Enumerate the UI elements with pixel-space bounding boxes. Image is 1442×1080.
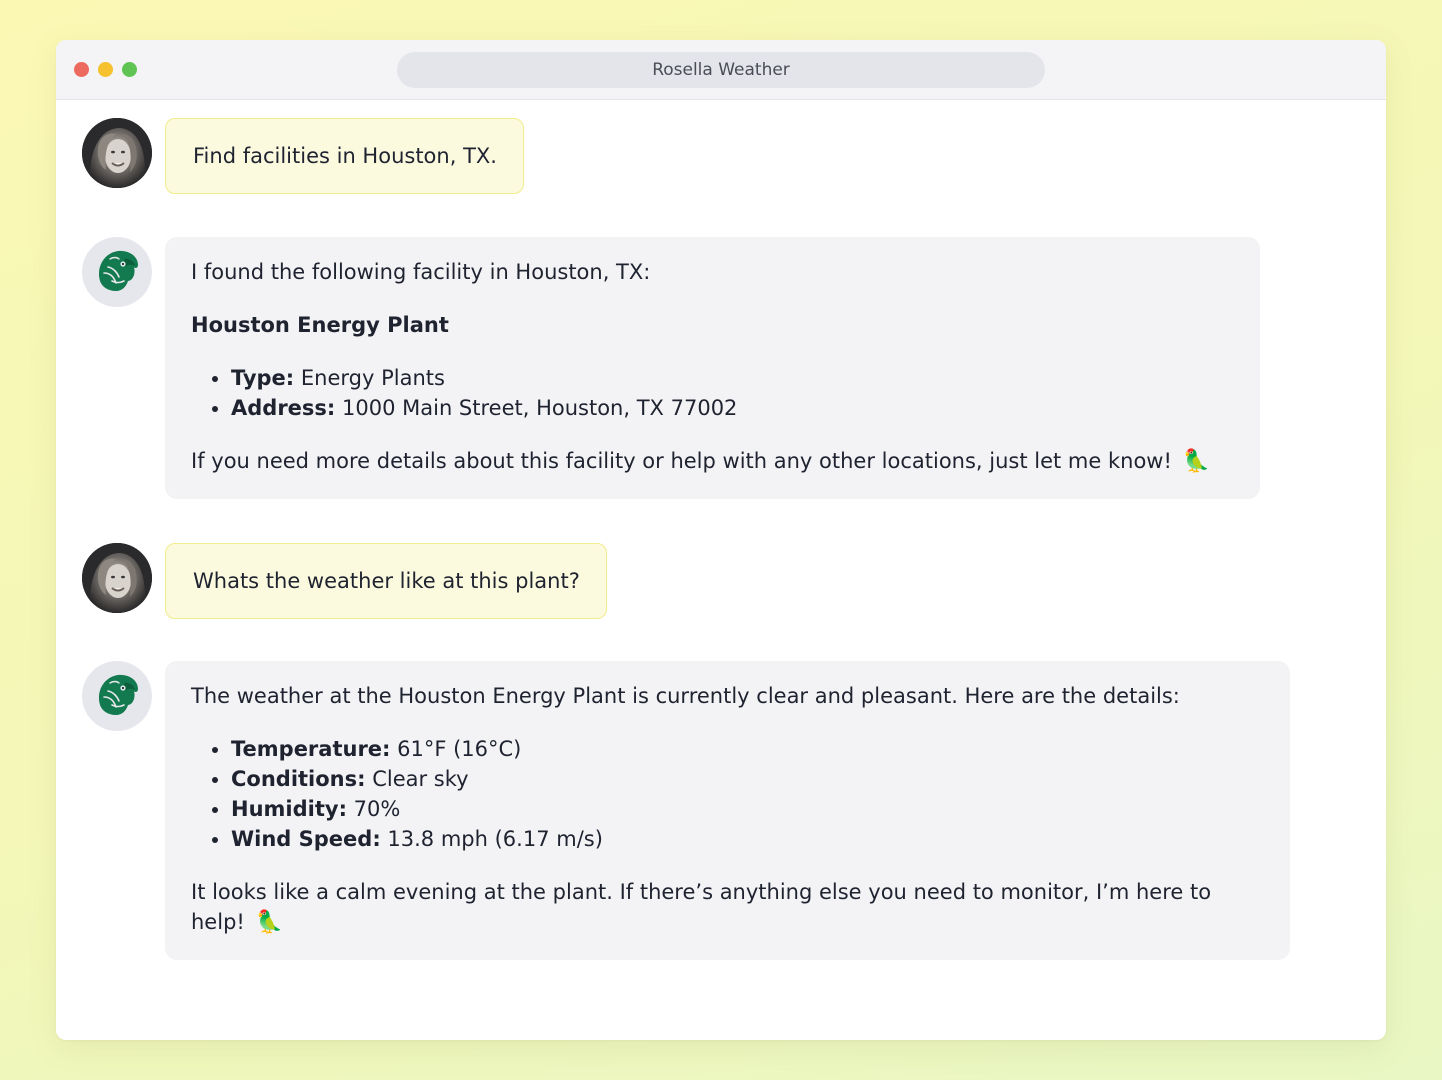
browser-window (56, 40, 1386, 1040)
user-photo-icon (82, 543, 152, 613)
user-photo-icon (82, 118, 152, 188)
message-outro (191, 877, 1264, 938)
window-titlebar (56, 40, 1386, 100)
close-window-button[interactable] (74, 62, 89, 77)
detail-label: Conditions: (231, 767, 366, 791)
detail-value: 70% (346, 797, 401, 821)
parrot-avatar-icon (82, 237, 152, 307)
outro-text: If you need more details about this facility or help with any other locations, just let me know! (191, 449, 1172, 473)
detail-value: 1000 Main Street, Houston, TX 77002 (335, 396, 738, 420)
minimize-window-button[interactable] (98, 62, 113, 77)
bot-avatar (82, 661, 152, 731)
detail-value: Energy Plants (294, 366, 445, 390)
user-message-bubble (165, 118, 524, 194)
weather-details-list (191, 734, 1264, 854)
list-item (231, 824, 1264, 854)
detail-value: Clear sky (365, 767, 469, 791)
message-outro (191, 446, 1234, 477)
assistant-message-bubble (165, 661, 1290, 960)
detail-label: Humidity: (231, 797, 347, 821)
list-item (231, 794, 1264, 824)
address-bar[interactable]: Rosella Weather (397, 52, 1045, 88)
maximize-window-button[interactable] (122, 62, 137, 77)
detail-label: Type: (231, 366, 295, 390)
detail-label: Temperature: (231, 737, 391, 761)
facility-name: Houston Energy Plant (191, 313, 449, 337)
parrot-emoji-icon: 🦜 (1182, 449, 1210, 474)
message-intro: The weather at the Houston Energy Plant is currently clear and pleasant. Here are the details: (191, 684, 1180, 708)
bot-avatar (82, 237, 152, 307)
message-text: Find facilities in Houston, TX. (193, 144, 497, 168)
list-item (231, 393, 1234, 423)
detail-value: 13.8 mph (6.17 m/s) (380, 827, 603, 851)
list-item (231, 363, 1234, 393)
assistant-message-bubble (165, 237, 1260, 499)
message-intro: I found the following facility in Houston, TX: (191, 260, 651, 284)
user-message-bubble (165, 543, 607, 619)
parrot-emoji-icon: 🦜 (255, 910, 283, 935)
detail-label: Wind Speed: (231, 827, 381, 851)
detail-value: 61°F (16°C) (390, 737, 522, 761)
list-item (231, 734, 1264, 764)
detail-label: Address: (231, 396, 336, 420)
parrot-avatar-icon (82, 661, 152, 731)
facility-details-list (191, 363, 1234, 423)
user-avatar (82, 118, 152, 188)
message-text: Whats the weather like at this plant? (193, 569, 580, 593)
list-item (231, 764, 1264, 794)
outro-text: It looks like a calm evening at the plant. If there’s anything else you need to monitor, I’m here to help! (191, 880, 1212, 934)
user-avatar (82, 543, 152, 613)
